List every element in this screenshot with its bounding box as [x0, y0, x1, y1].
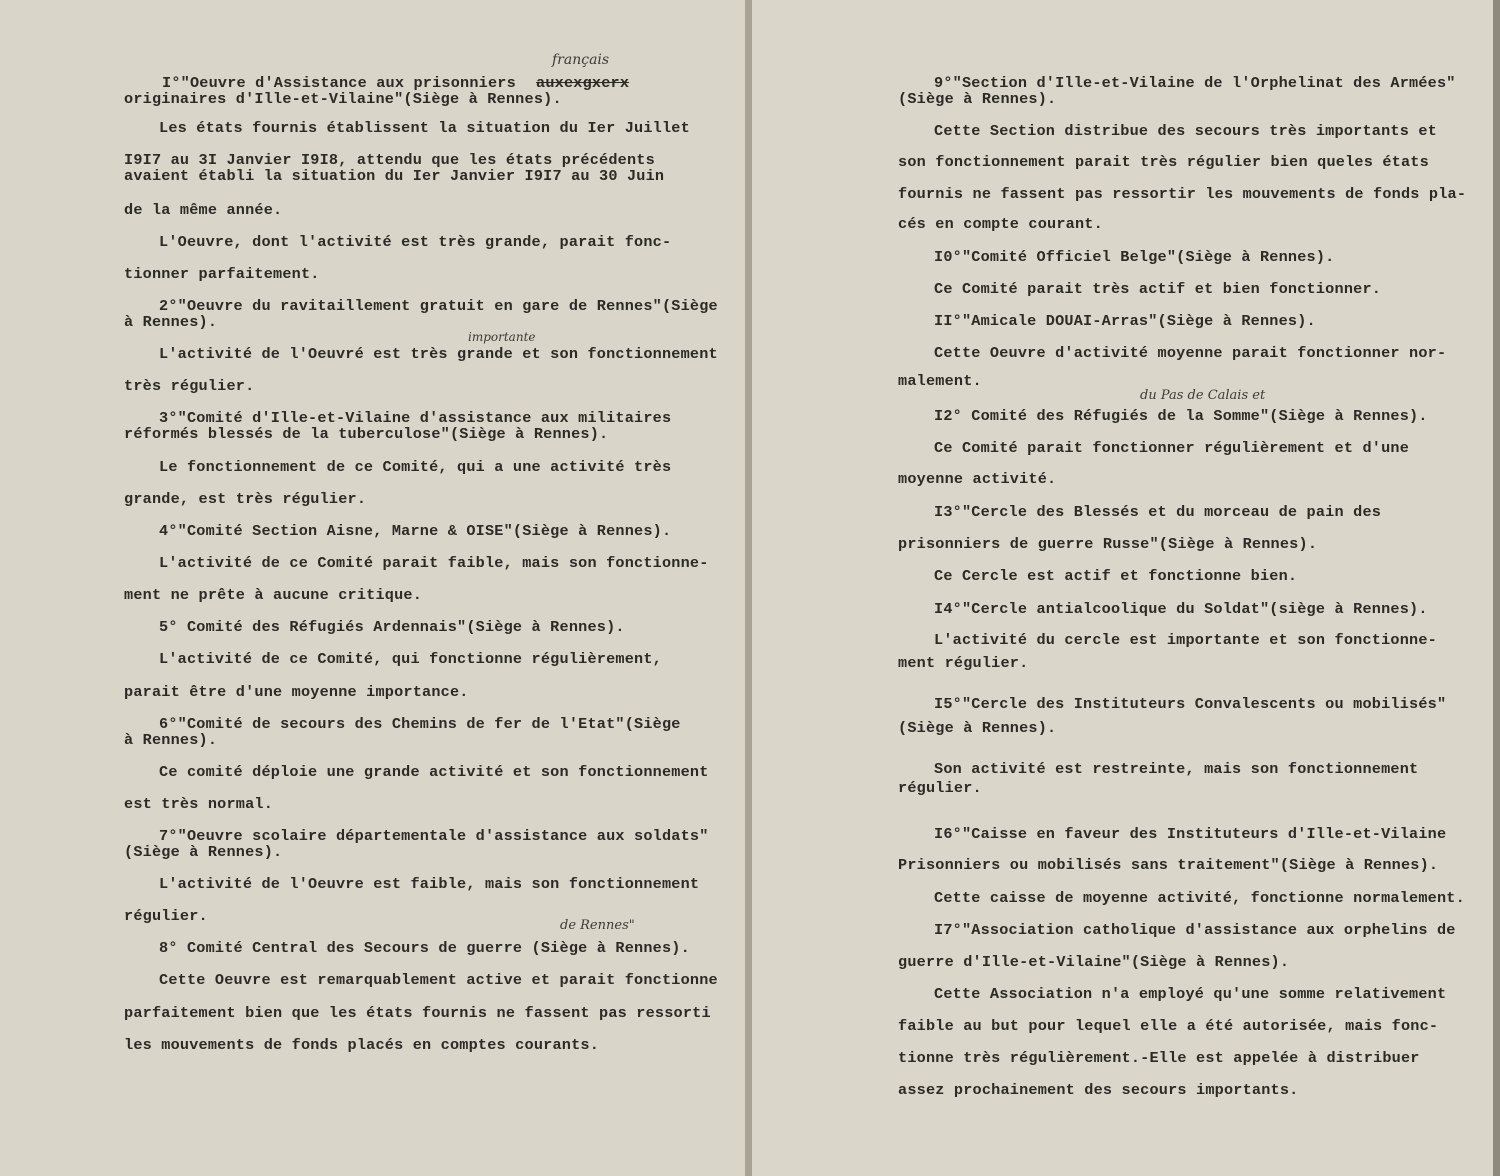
- text-line: Cette Oeuvre d'activité moyenne parait fonctionner nor-: [934, 344, 1447, 362]
- text-line: I7°"Association catholique d'assistance aux orphelins de: [934, 921, 1456, 939]
- text-line: 7°"Oeuvre scolaire départementale d'assistance aux soldats": [159, 827, 709, 845]
- text-line: I2° Comité des Réfugiés de la Somme"(Siège à Rennes).: [934, 407, 1428, 425]
- text-line: les mouvements de fonds placés en comptes courants.: [124, 1036, 600, 1054]
- left-page: [0, 0, 745, 1176]
- text-line: de la même année.: [124, 201, 283, 219]
- text-line: à Rennes).: [124, 313, 218, 331]
- annotation-pas-de-calais: du Pas de Calais et: [1140, 388, 1266, 403]
- text-line: malement.: [898, 372, 982, 390]
- text-line: Cette caisse de moyenne activité, fonctionne normalement.: [934, 889, 1465, 907]
- page-fold: [745, 0, 752, 1176]
- text-line: parfaitement bien que les états fournis ne fassent pas ressorti: [124, 1004, 711, 1022]
- text-line: I4°"Cercle antialcoolique du Soldat"(siège à Rennes).: [934, 600, 1428, 618]
- text-line: I°"Oeuvre d'Assistance aux prisonniers: [162, 74, 516, 92]
- struck-text: auxexgxerx: [536, 74, 630, 92]
- text-line: cés en compte courant.: [898, 215, 1103, 233]
- text-line: Ce Comité parait fonctionner régulièrement et d'une: [934, 439, 1410, 457]
- text-line: Cette Association n'a employé qu'une somme relativement: [934, 985, 1447, 1003]
- text-line: L'activité du cercle est importante et son fonctionne-: [934, 631, 1437, 649]
- text-line: ment régulier.: [898, 654, 1029, 672]
- text-line: Son activité est restreinte, mais son fonctionnement: [934, 760, 1419, 778]
- text-line: à Rennes).: [124, 731, 218, 749]
- annotation-importante: importante: [468, 330, 536, 344]
- text-line: fournis ne fassent pas ressortir les mouvements de fonds pla-: [898, 185, 1467, 203]
- text-line: Le fonctionnement de ce Comité, qui a une activité très: [159, 458, 672, 476]
- text-line: réformés blessés de la tuberculose"(Siège à Rennes).: [124, 425, 609, 443]
- page-edge: [1493, 0, 1500, 1176]
- text-line: avaient établi la situation du Ier Janvier I9I7 au 30 Juin: [124, 167, 665, 185]
- annotation-de-rennes: de Rennes": [560, 918, 635, 933]
- text-line: Cette Oeuvre est remarquablement active et parait fonctionne: [159, 971, 718, 989]
- text-line: 6°"Comité de secours des Chemins de fer de l'Etat"(Siège: [159, 715, 681, 733]
- text-line: I6°"Caisse en faveur des Instituteurs d'Ille-et-Vilaine: [934, 825, 1447, 843]
- text-line: (Siège à Rennes).: [898, 90, 1057, 108]
- text-line: L'activité de ce Comité, qui fonctionne régulièrement,: [159, 650, 662, 668]
- text-line: grande, est très régulier.: [124, 490, 367, 508]
- text-line: son fonctionnement parait très régulier bien queles états: [898, 153, 1429, 171]
- text-line: Prisonniers ou mobilisés sans traitement"(Siège à Rennes).: [898, 856, 1439, 874]
- text-line: (Siège à Rennes).: [124, 843, 283, 861]
- text-line: 4°"Comité Section Aisne, Marne & OISE"(Siège à Rennes).: [159, 522, 672, 540]
- text-line: I9I7 au 3I Janvier I9I8, attendu que les états précédents: [124, 151, 655, 169]
- text-line: tionner parfaitement.: [124, 265, 320, 283]
- text-line: guerre d'Ille-et-Vilaine"(Siège à Rennes).: [898, 953, 1290, 971]
- text-line: ment ne prête à aucune critique.: [124, 586, 423, 604]
- text-line: parait être d'une moyenne importance.: [124, 683, 469, 701]
- text-line: I0°"Comité Officiel Belge"(Siège à Rennes).: [934, 248, 1335, 266]
- text-line: régulier.: [898, 779, 982, 797]
- text-line: L'activité de ce Comité parait faible, mais son fonctionne-: [159, 554, 709, 572]
- text-line: est très normal.: [124, 795, 274, 813]
- text-line: Les états fournis établissent la situation du Ier Juillet: [159, 119, 690, 137]
- text-line: originaires d'Ille-et-Vilaine"(Siège à Rennes).: [124, 90, 562, 108]
- text-line: tionne très régulièrement.-Elle est appelée à distribuer: [898, 1049, 1420, 1067]
- text-line: (Siège à Rennes).: [898, 719, 1057, 737]
- text-line: assez prochainement des secours importants.: [898, 1081, 1299, 1099]
- text-line: II°"Amicale DOUAI-Arras"(Siège à Rennes).: [934, 312, 1316, 330]
- text-line: 9°"Section d'Ille-et-Vilaine de l'Orphelinat des Armées": [934, 74, 1456, 92]
- text-line: faible au but pour lequel elle a été autorisée, mais fonc-: [898, 1017, 1439, 1035]
- text-line: Ce comité déploie une grande activité et son fonctionnement: [159, 763, 709, 781]
- text-line: Cette Section distribue des secours très importants et: [934, 122, 1437, 140]
- right-page: [752, 0, 1493, 1176]
- text-line: 8° Comité Central des Secours de guerre (Siège à Rennes).: [159, 939, 690, 957]
- annotation-francais: français: [552, 52, 610, 68]
- text-line: moyenne activité.: [898, 470, 1057, 488]
- text-line: I5°"Cercle des Instituteurs Convalescents ou mobilisés": [934, 695, 1447, 713]
- text-line: L'Oeuvre, dont l'activité est très grande, parait fonc-: [159, 233, 672, 251]
- text-line: prisonniers de guerre Russe"(Siège à Rennes).: [898, 535, 1318, 553]
- text-line: Ce Cercle est actif et fonctionne bien.: [934, 567, 1298, 585]
- text-line: régulier.: [124, 907, 208, 925]
- text-line: L'activité de l'Oeuvre est faible, mais son fonctionnement: [159, 875, 700, 893]
- text-line: L'activité de l'Oeuvré est très grande et son fonctionnement: [159, 345, 718, 363]
- text-line: 5° Comité des Réfugiés Ardennais"(Siège à Rennes).: [159, 618, 625, 636]
- text-line: Ce Comité parait très actif et bien fonctionner.: [934, 280, 1382, 298]
- text-line: I3°"Cercle des Blessés et du morceau de pain des: [934, 503, 1382, 521]
- text-line: très régulier.: [124, 377, 255, 395]
- text-line: 3°"Comité d'Ille-et-Vilaine d'assistance aux militaires: [159, 409, 672, 427]
- text-line: 2°"Oeuvre du ravitaillement gratuit en gare de Rennes"(Siège: [159, 297, 718, 315]
